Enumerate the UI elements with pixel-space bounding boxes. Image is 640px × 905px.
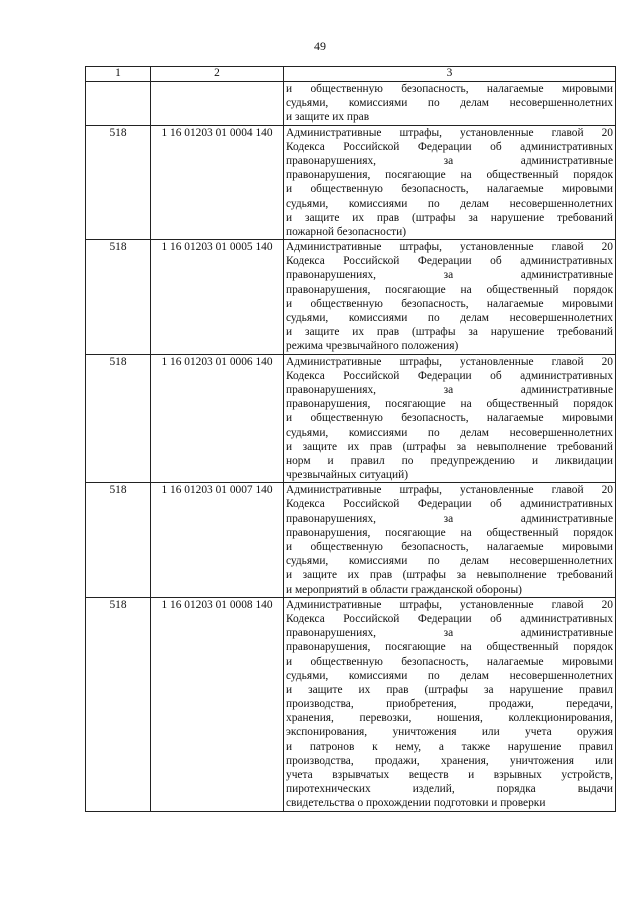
description-line: Кодекса Российской Федерации об административных xyxy=(286,612,613,625)
description-line: правонарушениях, за административные xyxy=(286,269,613,282)
table-body xyxy=(86,82,616,812)
admin-code-cell: 518 xyxy=(86,354,151,483)
description-line: и защите их прав (штрафы за нарушение требований xyxy=(286,211,613,224)
description-line: судьями, комиссиями по делам несовершеннолетних xyxy=(286,426,613,439)
description-line: и общественную безопасность, налагаемые мировыми xyxy=(286,655,613,668)
description-line: Кодекса Российской Федерации об административных xyxy=(286,140,613,153)
description-line: Кодекса Российской Федерации об административных xyxy=(286,369,613,382)
header-col-3: 3 xyxy=(284,67,616,82)
description-line: экспонирования, уничтожения или учета оружия xyxy=(286,726,613,739)
description-line: чрезвычайных ситуаций) xyxy=(286,469,408,482)
description-line: и общественную безопасность, налагаемые мировыми xyxy=(286,412,613,425)
header-col-1: 1 xyxy=(86,67,151,82)
description-line: Административные штрафы, установленные главой 20 xyxy=(286,126,613,139)
header-col-2: 2 xyxy=(151,67,284,82)
description-line: судьями, комиссиями по делам несовершеннолетних xyxy=(286,97,613,110)
admin-code-cell: 518 xyxy=(86,125,151,240)
description-line: и общественную безопасность, налагаемые мировыми xyxy=(286,541,613,553)
description-line: Административные штрафы, установленные главой 20 xyxy=(286,241,613,254)
kbk-code-cell: 1 16 01203 01 0004 140 xyxy=(151,125,284,240)
description-cell xyxy=(284,240,616,355)
description-line: Административные штрафы, установленные главой 20 xyxy=(286,484,613,497)
admin-code-cell: 518 xyxy=(86,483,151,598)
description-line: и мероприятий в области гражданской обороны) xyxy=(286,583,522,596)
description-line: судьями, комиссиями по делам несовершеннолетних xyxy=(286,555,613,568)
description-line: учета взрывчатых веществ и взрывных устройств, xyxy=(286,769,613,781)
description-cell xyxy=(284,483,616,598)
kbk-code-cell: 1 16 01203 01 0005 140 xyxy=(151,240,284,355)
table-header-row xyxy=(86,67,616,82)
description-line: пожарной безопасности) xyxy=(286,225,407,238)
description-cell xyxy=(284,125,616,240)
description-line: правонарушениях, за административные xyxy=(286,627,613,640)
description-line: и защите их прав (штрафы за нарушение правил xyxy=(286,683,613,696)
table-row xyxy=(86,354,616,483)
description-line: правонарушения, посягающие на общественный порядок xyxy=(286,283,613,296)
kbk-code-cell: 1 16 01203 01 0006 140 xyxy=(151,354,284,483)
description-cell xyxy=(284,354,616,483)
description-line: и защите их прав (штрафы за невыполнение требований xyxy=(286,569,613,582)
description-line: правонарушениях, за административные xyxy=(286,512,613,525)
kbk-code-cell: 1 16 01203 01 0008 140 xyxy=(151,597,284,811)
description-line: и патронов к нему, а также нарушение правил xyxy=(286,740,613,753)
admin-code-cell: 518 xyxy=(86,597,151,811)
description-line: пиротехнических изделий, порядка выдачи xyxy=(286,783,613,796)
table-row xyxy=(86,597,616,811)
description-line: норм и правил по предупреждению и ликвидации xyxy=(286,454,613,467)
budget-classification-table xyxy=(85,66,616,812)
description-line: режима чрезвычайного положения) xyxy=(286,340,459,353)
kbk-code-cell xyxy=(151,82,284,126)
kbk-code-cell: 1 16 01203 01 0007 140 xyxy=(151,483,284,598)
description-cell xyxy=(284,597,616,811)
description-line: Кодекса Российской Федерации об административных xyxy=(286,255,613,268)
description-line: хранения, перевозки, ношения, коллекционирования, xyxy=(286,712,613,725)
description-line: правонарушения, посягающие на общественный порядок xyxy=(286,641,613,654)
description-line: и защите их прав (штрафы за невыполнение требований xyxy=(286,440,613,453)
description-line: правонарушения, посягающие на общественный порядок xyxy=(286,526,613,539)
description-line: правонарушения, посягающие на общественный порядок xyxy=(286,398,613,411)
admin-code-cell xyxy=(86,82,151,126)
description-line: судьями, комиссиями по делам несовершеннолетних xyxy=(286,669,613,682)
description-line: свидетельства о прохождении подготовки и проверки xyxy=(286,797,546,810)
description-line: судьями, комиссиями по делам несовершеннолетних xyxy=(286,197,613,210)
table-row xyxy=(86,82,616,126)
table-row xyxy=(86,125,616,240)
description-line: правонарушения, посягающие на общественный порядок xyxy=(286,169,613,182)
table-row xyxy=(86,483,616,598)
description-line: судьями, комиссиями по делам несовершеннолетних xyxy=(286,312,613,324)
description-line: и защите их прав xyxy=(286,111,370,124)
description-line: и общественную безопасность, налагаемые мировыми xyxy=(286,83,613,95)
table-row xyxy=(86,240,616,355)
description-line: правонарушениях, за административные xyxy=(286,383,613,396)
description-line: Административные штрафы, установленные главой 20 xyxy=(286,355,613,368)
admin-code-cell: 518 xyxy=(86,240,151,355)
description-line: производства, продажи, хранения, уничтожения или xyxy=(286,754,613,767)
description-line: производства, приобретения, продажи, передачи, xyxy=(286,698,613,711)
description-line: и общественную безопасность, налагаемые мировыми xyxy=(286,297,613,310)
description-line: и защите их прав (штрафы за нарушение требований xyxy=(286,326,613,339)
description-line: Кодекса Российской Федерации об административных xyxy=(286,498,613,511)
page-number: 49 xyxy=(314,39,326,53)
description-line: правонарушениях, за административные xyxy=(286,154,613,167)
description-line: Административные штрафы, установленные главой 20 xyxy=(286,598,613,611)
description-cell xyxy=(284,82,616,126)
description-line: и общественную безопасность, налагаемые мировыми xyxy=(286,183,613,196)
